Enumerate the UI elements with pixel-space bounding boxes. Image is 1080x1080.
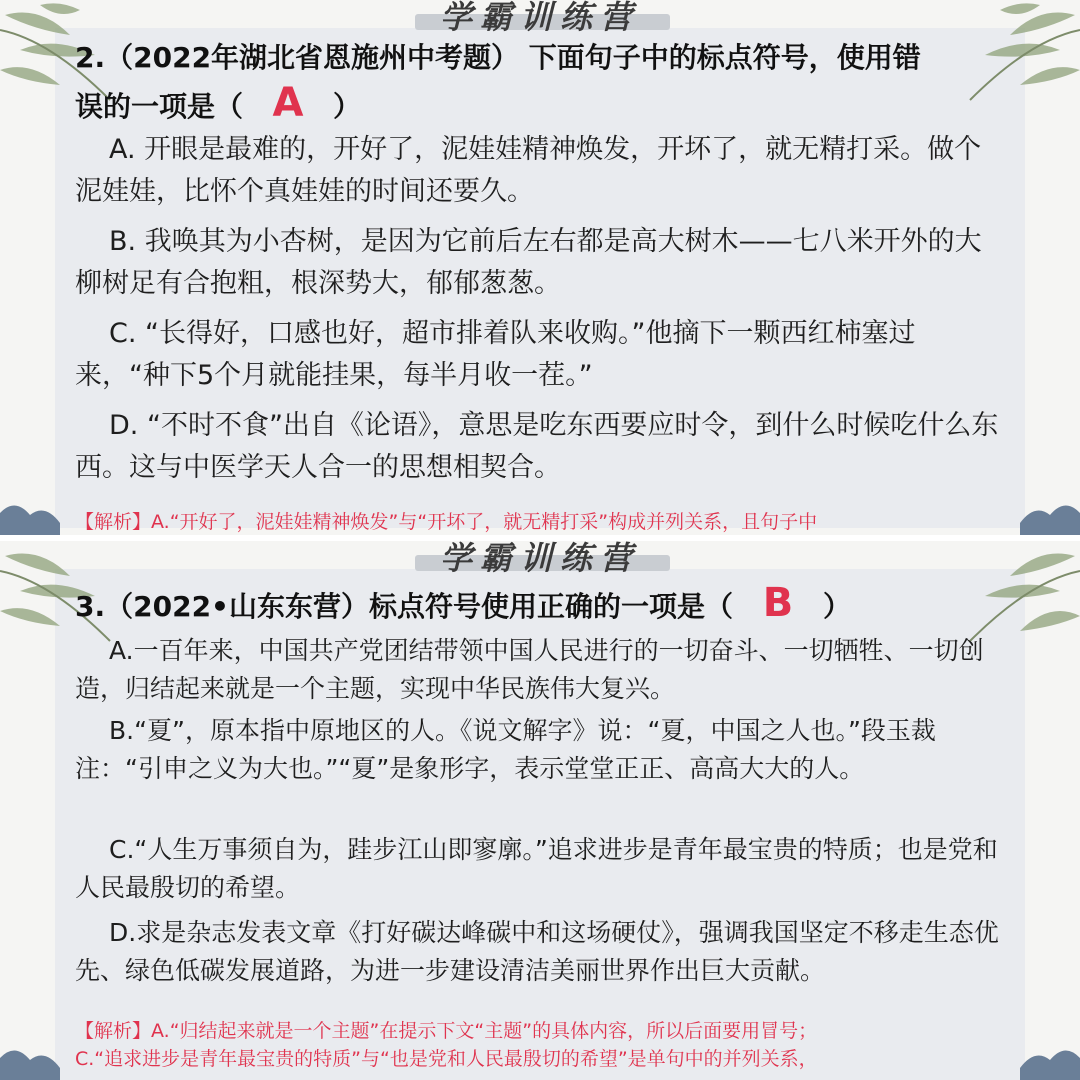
analysis-text: 【解析】A.“开好了，泥娃娃精神焕发”与“开坏了，就无精打采”构成并列关系，且句子中 — [75, 511, 818, 533]
option-d: D. “不时不食”出自《论语》，意思是吃东西要应时令，到什么时候吃什么东西。这与中医学天人合一的思想相契合。 — [75, 410, 999, 483]
question-title — [75, 578, 851, 632]
mountain-icon — [1020, 495, 1080, 535]
option-b: B.“夏”，原本指中原地区的人。《说文解字》说：“夏，中国之人也。”段玉裁注：“引申之义为大也。”“夏”是象形字，表示堂堂正正、高高大大的人。 — [75, 716, 936, 783]
option-b: B. 我唤其为小杏树，是因为它前后左右都是高大树木——七八米开外的大柳树足有合抱粗，根深势大，郁郁葱葱。 — [75, 226, 982, 299]
title-text: 3.（2022•山东东营）标点符号使用正确的一项是（ — [75, 590, 733, 623]
mountain-icon — [1020, 1040, 1080, 1080]
mountain-icon — [0, 1040, 60, 1080]
answer-mark: B — [762, 580, 794, 626]
option-c: C. “长得好，口感也好，超市排着队来收购。”他摘下一颗西红柿塞过来，“种下5个月就能挂果，每半月收一茬。” — [75, 318, 916, 391]
analysis-text: 【解析】A.“归结起来就是一个主题”在提示下文“主题”的具体内容，所以后面要用冒号； — [75, 1020, 818, 1042]
banner-title: 学霸训练营 — [439, 0, 640, 36]
banner-title: 学霸训练营 — [439, 541, 640, 577]
title-text: ） — [333, 90, 362, 123]
option-d: D.求是杂志发表文章《打好碳达峰碳中和这场硬仗》，强调我国坚定不移走生态优先、绿色低碳发展道路，为进一步建设清洁美丽世界作出巨大贡献。 — [75, 918, 999, 985]
option-a: A. 开眼是最难的，开好了，泥娃娃精神焕发，开坏了，就无精打采。做个泥娃娃，比怀个真娃娃的时间还要久。 — [75, 134, 982, 207]
question-title: 2.（2022年湖北省恩施州中考题） 下面句子中的标点符号，使用错 — [75, 41, 921, 74]
question-title-line2 — [75, 78, 361, 132]
bamboo-leaves-icon — [960, 0, 1080, 110]
question-2-panel — [0, 0, 1080, 535]
analysis-text: C.“追求进步是青年最宝贵的特质”与“也是党和人民最殷切的希望”是单句中的并列关系， — [75, 1048, 818, 1070]
title-text: ） — [822, 590, 851, 623]
option-c: C.“人生万事须自为，跬步江山即寥廓。”追求进步是青年最宝贵的特质；也是党和人民最殷切的希望。 — [75, 835, 998, 902]
answer-mark: A — [272, 80, 304, 126]
question-3-panel — [0, 541, 1080, 1080]
option-a: A.一百年来，中国共产党团结带领中国人民进行的一切奋斗、一切牺牲、一切创造，归结起来就是一个主题，实现中华民族伟大复兴。 — [75, 636, 984, 703]
mountain-icon — [0, 495, 60, 535]
title-text: 误的一项是（ — [75, 90, 244, 123]
